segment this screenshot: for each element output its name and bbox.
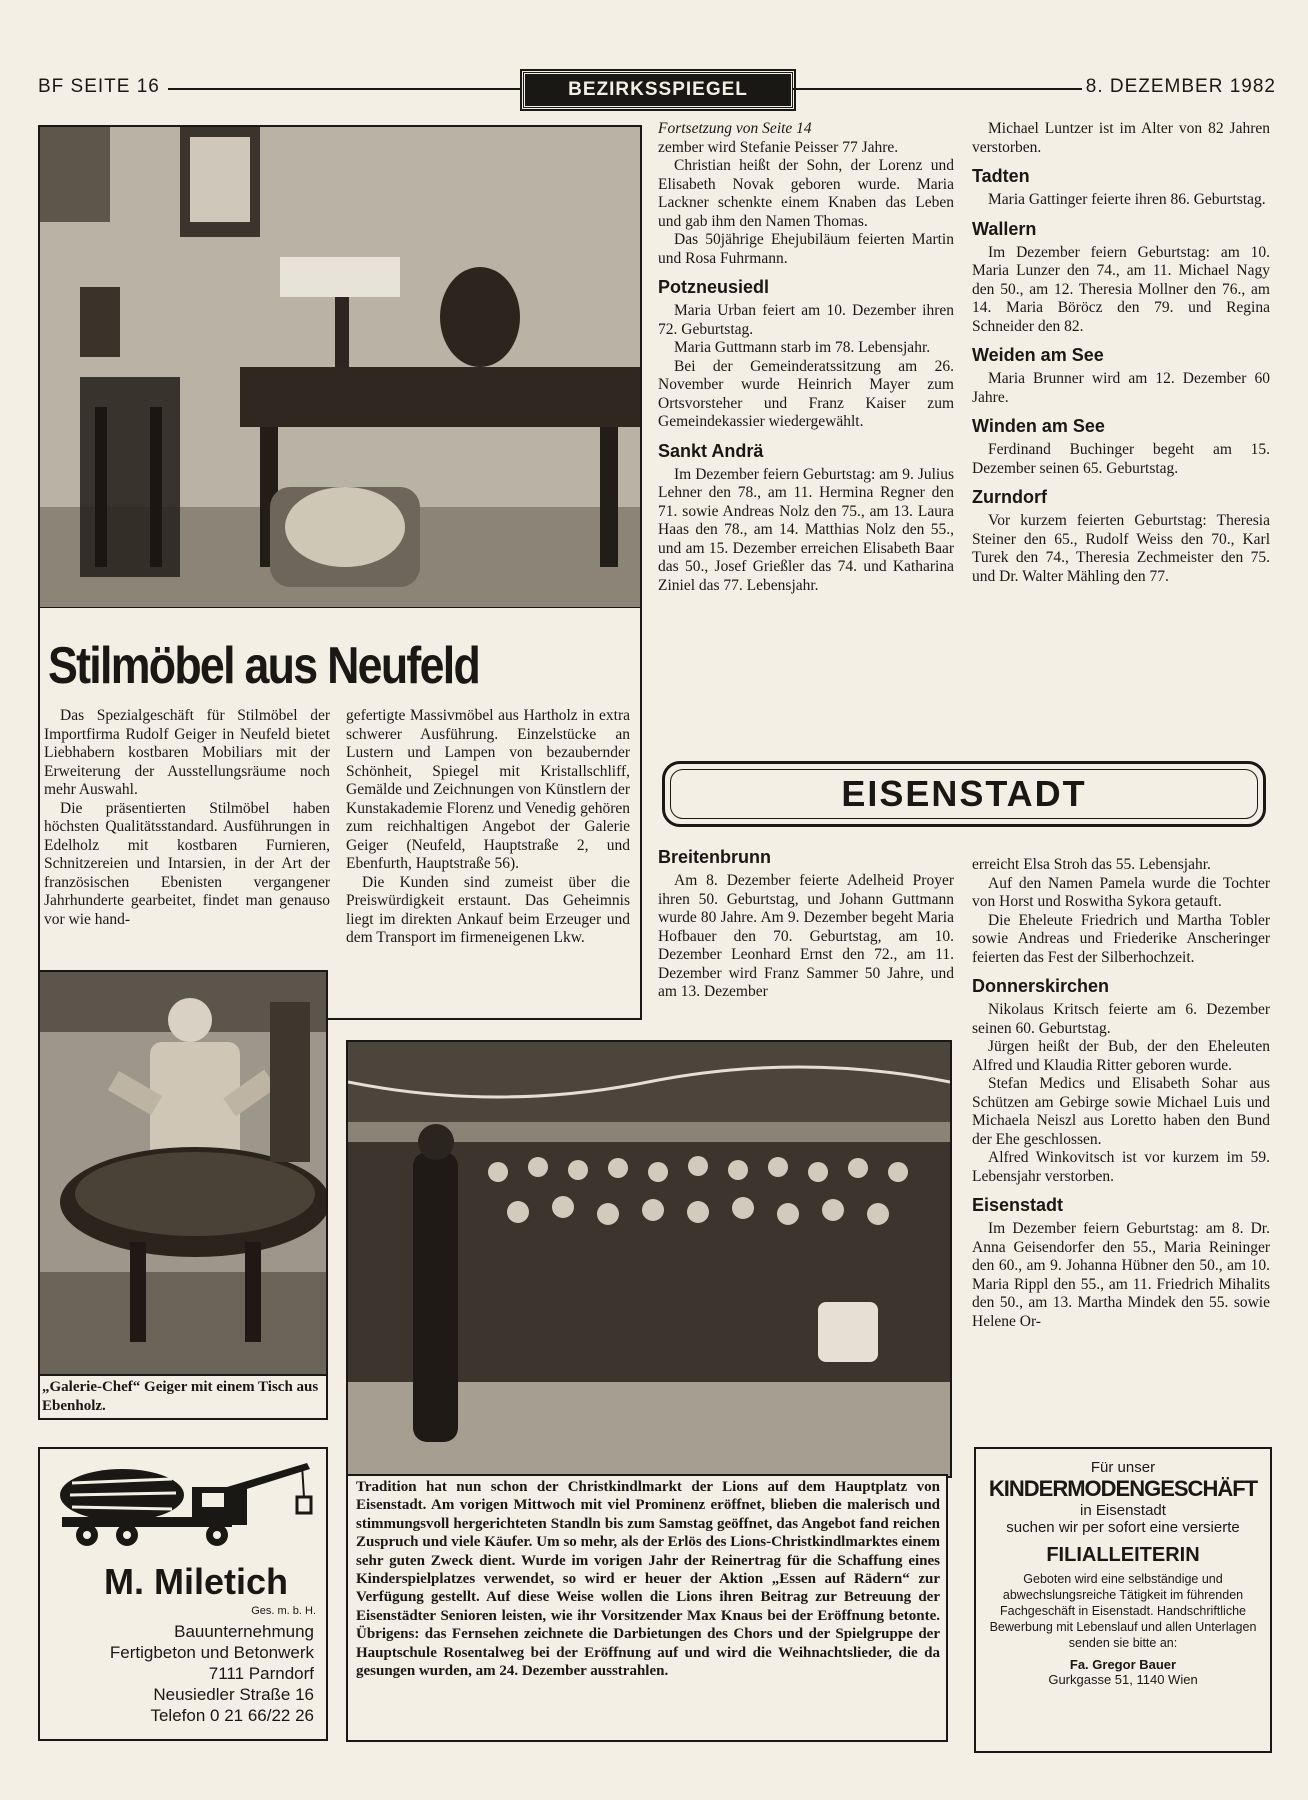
ad-line: suchen wir per sofort eine versierte — [1006, 1519, 1240, 1536]
news-paragraph: Maria Guttmann starb im 78. Lebensjahr. — [674, 339, 931, 356]
heading-tadten: Tadten — [972, 166, 1030, 186]
article-headline: Stilmöbel aus Neufeld — [48, 637, 480, 695]
miletich-line: Neusiedler Straße 16 — [153, 1685, 314, 1704]
news-paragraph: zember wird Stefanie Peisser 77 Jahre. — [658, 138, 899, 156]
news-paragraph: Nikolaus Kritsch feierte am 6. Dezember seinen 60. Geburtstag. — [972, 1001, 1270, 1037]
kindermoden-ad — [974, 1447, 1272, 1753]
ad-shop-title: KINDERMODENGESCHÄFT — [988, 1476, 1258, 1501]
heading-winden: Winden am See — [972, 416, 1105, 436]
ad-position-title: FILIALLEITERIN — [1046, 1544, 1200, 1566]
eisenstadt-right-column — [972, 856, 1270, 1331]
news-paragraph: Jürgen heißt der Bub, der den Eheleuten Alfred und Klaudia Ritter geboren wurde. — [972, 1038, 1270, 1074]
news-paragraph: Ferdinand Buchinger begeht am 15. Dezember seinen 65. Geburtstag. — [972, 441, 1270, 477]
ad-contact-name: Fa. Gregor Bauer — [1069, 1657, 1177, 1672]
miletich-legal: Ges. m. b. H. — [251, 1605, 316, 1617]
news-paragraph: Maria Urban feiert am 10. Dezember ihren 72. Geburtstag. — [658, 302, 954, 338]
news-paragraph: Das 50jährige Ehejubiläum feierten Martin und Rosa Fuhrmann. — [658, 231, 954, 267]
news-paragraph: Im Dezember feiern Geburtstag: am 10. Maria Lunzer den 74., am 11. Michael Nagy den 50., am 12. Theresia Mollner den 76., am 14. Maria Böröcz den 79. und Regina Schneider den 82. — [972, 243, 1270, 335]
news-paragraph: Christian heißt der Sohn, der Lorenz und Elisabeth Novak geboren wurde. Maria Lackner schenkte einem Knaben das Leben und gab ihm den Namen Thomas. — [658, 157, 954, 230]
article-paragraph: Das Spezialgeschäft für Stilmöbel der Importfirma Rudolf Geiger in Neufeld bietet Liebhabern kostbaren Mobiliars mit der Erweiterung der Ausstellungsräume noch mehr Auswahl. — [44, 707, 330, 798]
miletich-line: Fertigbeton und Betonwerk — [109, 1643, 314, 1662]
heading-eisenstadt: Eisenstadt — [972, 1195, 1064, 1215]
ad-contact-address: Gurkgasse 51, 1140 Wien — [1048, 1672, 1198, 1687]
miletich-details — [110, 1621, 314, 1726]
article-paragraph: Die präsentierten Stilmöbel haben höchsten Qualitätsstandard. Ausführungen in Edelholz mit kostbaren Furnieren, Schnitzereien und Intarsien, in der Art der französischen Ebenisten vergangener Jahrhunderte gearbeitet, findet man genauso vor wie hand- — [44, 799, 330, 928]
heading-breitenbrunn: Breitenbrunn — [658, 847, 772, 867]
header-rule-right — [792, 88, 1082, 90]
ad-line: Für unser — [1090, 1459, 1156, 1476]
miletich-name: M. Miletich — [104, 1561, 289, 1602]
news-paragraph: Stefan Medics und Elisabeth Sohar aus Schützen am Gebirge sowie Michael Luis und Michaela Neiszl aus Loretto haben den Bund der Ehe geschlossen. — [972, 1075, 1270, 1148]
geiger-photo — [38, 970, 328, 1378]
heading-potzneusiedl: Potzneusiedl — [658, 277, 770, 297]
concrete-truck-icon — [52, 1457, 314, 1549]
miletich-ad — [38, 1447, 328, 1741]
banner-title: EISENSTADT — [841, 773, 1087, 814]
news-paragraph: Maria Gattinger feierte ihren 86. Geburtstag. — [988, 191, 1266, 208]
furniture-photo — [38, 125, 642, 609]
heading-weiden: Weiden am See — [972, 345, 1104, 365]
heading-wallern: Wallern — [972, 218, 1037, 239]
miletich-line: 7111 Parndorf — [208, 1664, 314, 1683]
news-paragraph: Bei der Gemeinderatssitzung am 26. November wurde Heinrich Mayer zum Ortsvorsteher und Franz Kaiser zum Gemeindekassier wiedergewählt. — [658, 357, 954, 430]
news-paragraph: Vor kurzem feierten Geburtstag: Theresia Steiner den 65., Rudolf Weiss den 70., Karl Turek den 74., Theresia Zechmeister den 75. und Dr. Walter Mähling den 77. — [972, 512, 1270, 585]
choir-caption: Tradition hat nun schon der Christkindlmarkt der Lions auf dem Hauptplatz von Eisenstadt. Am vorigen Mittwoch mit viel Prominenz eröffnet, blieben die malerisch und stimmungsvoll hergerichteten Standln bis zum Samstag geöffnet, das Angebot fand reichen Zuspruch und viele Käufer. Um so mehr, als der Erlös des Lions-Christkindlmarktes einem sehr guten Zweck dient. Wurde im vorigen Jahr der Reinertrag für die Schaffung eines Kinderspielplatzes verwendet, so wird er heuer der Aktion „Essen auf Rädern“ zur Verfügung gestellt. Auf diese Weise wollen die Lions ihren Beitrag zur Betreuung der Eisenstädter Senioren leisten, wie ihr Vorsitzender Max Knaus bei der Eröffnung betonte. Übrigens: das Fernsehen zeichnete die Darbietungen des Chors und der Spielgruppe der Hauptschule Rosentalweg bei der Eröffnung auf und wird die Weihnachtslieder, die da gesungen wurden, am 24. Dezember ausstrahlen. — [356, 1479, 940, 1680]
section-title: BEZIRKSSPIEGEL — [522, 71, 794, 109]
continued-note: Fortsetzung von Seite 14 — [658, 120, 812, 137]
ad-line: in Eisenstadt — [1080, 1502, 1166, 1519]
page-number: BF SEITE 16 — [38, 76, 160, 97]
news-paragraph: Im Dezember feiern Geburtstag: am 9. Julius Lehner den 78., am 11. Hermina Regner den 71. sowie Andreas Nolz den 75., am 13. Laura Haas den 78., am 14. Matthias Nolz den 55., und am 15. Dezember erreichen Elisabeth Baar das 50., Josef Grießler das 74. und Katharina Ziniel das 77. Lebensjahr. — [658, 465, 954, 594]
news-paragraph: Am 8. Dezember feierte Adelheid Proyer ihren 50. Geburtstag, und Johann Guttmann wurde 80 Jahre. Am 9. Dezember begeht Maria Hofbauer den 70. Geburtstag, am 10. Dezember Leonhard Ernst den 72., am 11. Dezember wird Franz Sammer 50 Jahre, und am 13. Dezember — [658, 872, 954, 1000]
miletich-line: Telefon 0 21 66/22 26 — [150, 1706, 314, 1725]
news-paragraph: Im Dezember feiern Geburtstag: am 8. Dr. Anna Geisendorfer den 55., Maria Reininger den 60., am 9. Johanna Hübner den 50., am 10. Maria Rippl den 55., am 11. Friedrich Mihalits den 50., am 13. Martha Mindek den 55. sowie Helene Or- — [972, 1220, 1270, 1330]
news-paragraph: Michael Luntzer ist im Alter von 82 Jahren verstorben. — [972, 120, 1270, 156]
article-col1 — [44, 707, 330, 929]
banner-inner-frame — [670, 769, 1258, 819]
news-paragraph: Die Eheleute Friedrich und Martha Tobler sowie Andreas und Friederike Anscheringer feierten das Fest der Silberhochzeit. — [972, 911, 1270, 966]
issue-date: 8. DEZEMBER 1982 — [1085, 76, 1276, 97]
choir-photo — [346, 1040, 952, 1478]
news-paragraph: Alfred Winkovitsch ist vor kurzem im 59. Lebensjahr verstorben. — [972, 1149, 1270, 1185]
news-paragraph: Maria Brunner wird am 12. Dezember 60 Jahre. — [972, 370, 1270, 406]
miletich-line: Bauunternehmung — [174, 1622, 314, 1641]
heading-zurndorf: Zurndorf — [972, 487, 1047, 507]
right-column — [972, 120, 1270, 586]
geiger-caption: „Galerie-Chef“ Geiger mit einem Tisch aus Ebenholz. — [38, 1374, 328, 1420]
eisenstadt-banner — [662, 761, 1266, 827]
news-paragraph: Auf den Namen Pamela wurde die Tochter von Horst und Roswitha Sykora getauft. — [972, 874, 1270, 910]
middle-column — [658, 120, 954, 595]
article-paragraph: gefertigte Massivmöbel aus Hartholz in extra schwerer Ausführung. Einzelstücke an Lustern und Lampen von bezaubernder Schönheit, Spiegel mit Kristallschliff, Gemälde und Zeichnungen von Künstlern der Kunstakademie Florenz und Venedig gehören zum reichhaltigen Angebot der Galerie Geiger (Neufeld, Hauptstraße 2, und Ebenfurth, Hauptstraße 56). — [346, 707, 630, 872]
news-paragraph: erreicht Elsa Stroh das 55. Lebensjahr. — [972, 856, 1211, 873]
article-col2 — [346, 707, 630, 948]
article-paragraph: Die Kunden sind zumeist über die Preiswürdigkeit erstaunt. Das Geheimnis liegt im direkten Ankauf beim Erzeuger und dem Transport im firmeneigenen Lkw. — [346, 873, 630, 946]
heading-sankt-andrae: Sankt Andrä — [658, 440, 764, 461]
eisenstadt-left-column — [658, 846, 954, 1002]
heading-donnerskirchen: Donnerskirchen — [972, 976, 1110, 996]
header-rule-left — [168, 88, 520, 90]
ad-description: Geboten wird eine selbständige und abwechslungsreiche Tätigkeit im führenden Fachgeschäft in Eisenstadt. Handschriftliche Bewerbung mit Lebenslauf und allen Unterlagen senden sie bitte an: — [989, 1572, 1257, 1650]
